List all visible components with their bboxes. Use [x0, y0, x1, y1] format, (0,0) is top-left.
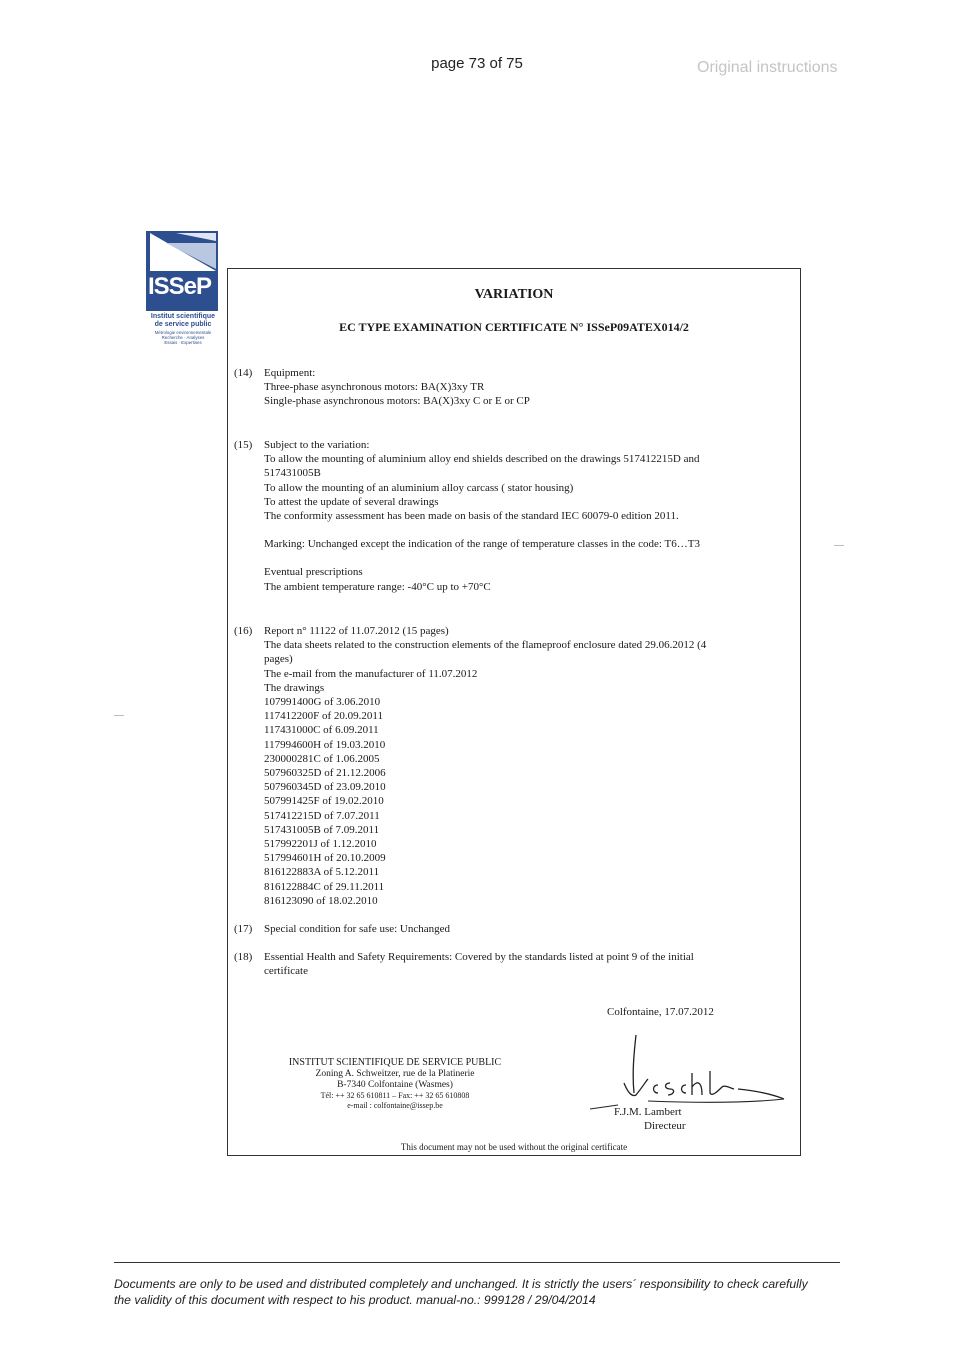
logo-word: ISSeP	[148, 273, 212, 300]
section-line: 517431005B	[264, 467, 321, 480]
section-18	[234, 950, 782, 978]
logo-line-4: Recherche · Analyses	[161, 335, 205, 340]
section-line: To allow the mounting of aluminium alloy end shields described on the drawings 517412215D and	[264, 453, 700, 466]
drawing-item: 816123090 of 18.02.2010	[264, 894, 378, 907]
institute-phone: Tél: ++ 32 65 610811 – Fax: ++ 32 65 610808	[320, 1091, 470, 1100]
logo-line-1: Institut scientifique	[150, 313, 216, 320]
signatory-block	[614, 1105, 686, 1133]
section-line: Special condition for safe use: Unchanged	[264, 923, 451, 935]
page-number: page 73 of 75	[431, 55, 523, 72]
issue-date: Colfontaine, 17.07.2012	[607, 1006, 714, 1018]
section-line: The conformity assessment has been made on basis of the standard IEC 60079-0 edition 2011.	[264, 510, 679, 523]
drawing-item: 517412215D of 7.07.2011	[264, 809, 380, 822]
signatory-name: F.J.M. Lambert	[614, 1106, 682, 1118]
handwritten-signature	[588, 1033, 788, 1113]
margin-mark-right	[834, 545, 844, 546]
section-line: pages)	[264, 653, 293, 666]
institute-address-block	[274, 1057, 516, 1111]
drawing-item: 816122883A of 5.12.2011	[264, 866, 380, 879]
logo-line-2: de service public	[154, 321, 212, 328]
section-number: (14)	[234, 367, 253, 379]
logo-line-5: Essais · Expertises	[164, 340, 202, 345]
drawing-item: 507991425F of 19.02.2010	[264, 795, 384, 808]
section-number: (15)	[234, 439, 253, 451]
original-instructions-label: Original instructions	[697, 59, 838, 76]
drawing-item: 507960345D of 23.09.2010	[264, 781, 386, 794]
drawing-item: 117994600H of 19.03.2010	[264, 738, 386, 751]
drawing-item: 507960325D of 21.12.2006	[264, 767, 386, 780]
section-number: (16)	[234, 625, 253, 637]
section-line: Report n° 11122 of 11.07.2012 (15 pages)	[264, 625, 449, 637]
footer-divider	[114, 1262, 840, 1263]
footer-line-1: Documents are only to be used and distributed completely and unchanged. It is strictly the users´ responsibility to check carefully	[114, 1277, 808, 1291]
drawing-item: 117431000C of 6.09.2011	[264, 724, 379, 737]
footer-line-2: the validity of this document with respect to his product. manual-no.: 999128 / 29/04/2014	[114, 1293, 596, 1307]
institute-email: e-mail : colfontaine@issep.be	[347, 1101, 443, 1110]
marking-text: Marking: Unchanged except the indication of the range of temperature classes in the code: T6…T3	[264, 538, 700, 551]
certificate-title: VARIATION	[474, 287, 554, 302]
section-line: Single-phase asynchronous motors: BA(X)3xy C or E or CP	[264, 395, 530, 408]
margin-mark-left	[114, 715, 124, 716]
section-14	[234, 366, 782, 409]
certificate-footnote: This document may not be used without the original certificate	[400, 1142, 628, 1152]
institute-address-2: B-7340 Colfontaine (Wasmes)	[337, 1080, 453, 1090]
drawing-item: 517431005B of 7.09.2011	[264, 823, 380, 836]
issep-logo	[146, 231, 220, 345]
section-17	[234, 922, 782, 936]
drawing-item: 107991400G of 3.06.2010	[264, 696, 381, 709]
drawing-item: 230000281C of 1.06.2005	[264, 752, 380, 765]
logo-line-3: Métrologie environnementale	[154, 330, 212, 335]
drawing-item: 816122884C of 29.11.2011	[264, 880, 385, 893]
section-line: To allow the mounting of an aluminium alloy carcass ( stator housing)	[264, 481, 574, 494]
section-line: Three-phase asynchronous motors: BA(X)3xy TR	[264, 381, 485, 394]
drawing-item: 117412200F of 20.09.2011	[264, 710, 383, 723]
certificate-frame	[227, 268, 801, 1156]
section-line: The e-mail from the manufacturer of 11.07.2012	[264, 667, 478, 680]
signatory-role: Directeur	[644, 1120, 686, 1132]
section-line: Essential Health and Safety Requirements: Covered by the standards listed at point 9 of the initial	[264, 951, 694, 963]
prescriptions-text: The ambient temperature range: -40°C up to +70°C	[264, 580, 491, 593]
prescriptions-title: Eventual prescriptions	[264, 566, 363, 579]
drawing-item: 517994601H of 20.10.2009	[264, 852, 386, 865]
section-line: Equipment:	[264, 367, 316, 379]
section-15	[234, 438, 782, 594]
section-number: (18)	[234, 951, 253, 963]
section-line: The drawings	[264, 681, 325, 694]
issep-logo-mark	[146, 231, 218, 311]
section-16	[234, 624, 782, 908]
section-number: (17)	[234, 923, 253, 935]
drawing-item: 517992201J of 1.12.2010	[264, 838, 377, 851]
section-line: Subject to the variation:	[264, 439, 370, 451]
section-line: The data sheets related to the construction elements of the flameproof enclosure dated 29.06.2012 (4	[264, 639, 707, 652]
certificate-subtitle: EC TYPE EXAMINATION CERTIFICATE N° ISSeP09ATEX014/2	[339, 320, 689, 334]
section-line: To attest the update of several drawings	[264, 495, 439, 508]
institute-name: INSTITUT SCIENTIFIQUE DE SERVICE PUBLIC	[288, 1057, 502, 1068]
footer-disclaimer	[114, 1276, 854, 1308]
institute-address-1: Zoning A. Schweitzer, rue de la Platinerie	[315, 1069, 475, 1079]
section-line: certificate	[264, 965, 308, 978]
